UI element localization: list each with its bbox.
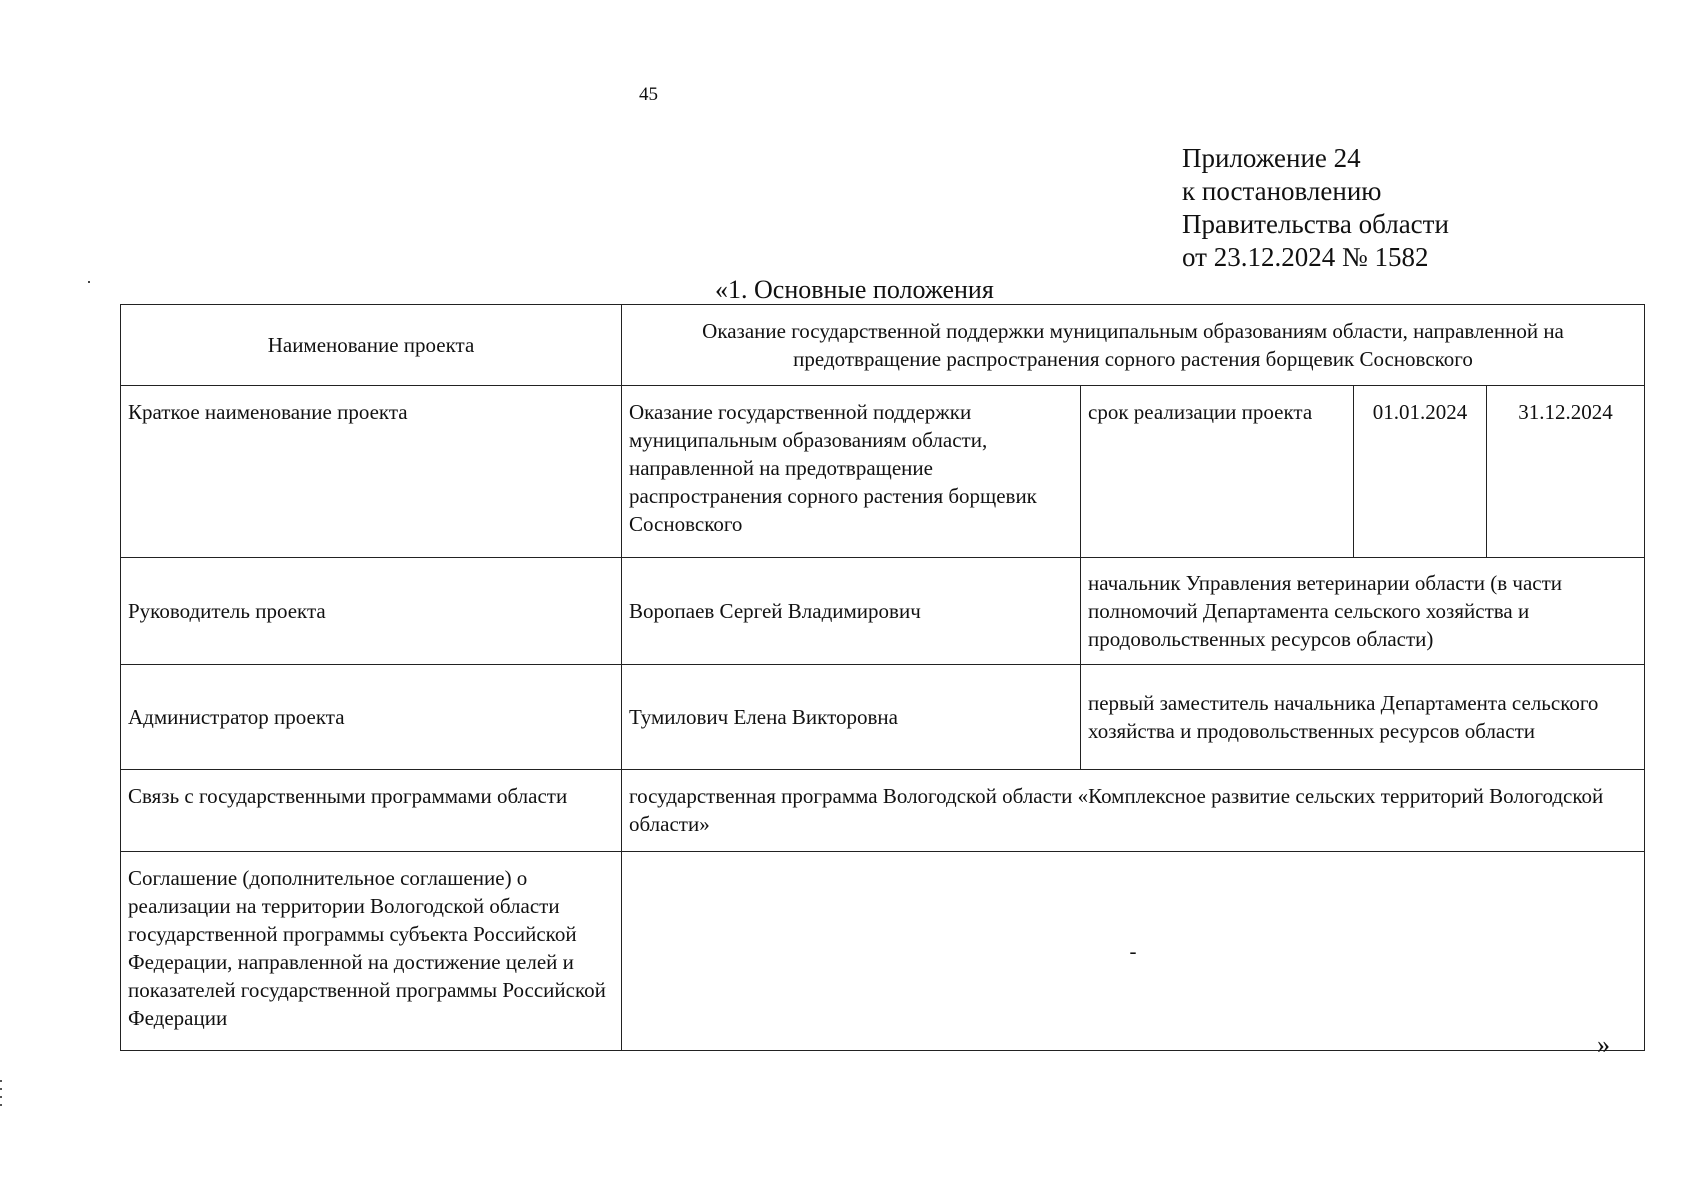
head-label: Руководитель проекта bbox=[121, 558, 622, 665]
term-label: срок реализации проекта bbox=[1081, 386, 1354, 558]
scan-dot bbox=[88, 281, 90, 283]
agreement-value: - bbox=[622, 852, 1645, 1051]
appendix-header bbox=[1182, 142, 1449, 274]
table-row-agreement bbox=[121, 852, 1645, 1051]
term-end: 31.12.2024 bbox=[1487, 386, 1645, 558]
project-table bbox=[120, 304, 1645, 1051]
short-name-label: Краткое наименование проекта bbox=[121, 386, 622, 558]
table-row-project-name bbox=[121, 305, 1645, 386]
admin-name: Тумилович Елена Викторовна bbox=[622, 665, 1081, 770]
programs-label: Связь с государственными программами области bbox=[121, 770, 622, 852]
closing-quote: » bbox=[1597, 1030, 1610, 1059]
admin-position: первый заместитель начальника Департамента сельского хозяйства и продовольственных ресурсов области bbox=[1081, 665, 1645, 770]
appendix-line-1: Приложение 24 bbox=[1182, 143, 1361, 173]
section-title: «1. Основные положения bbox=[715, 275, 994, 304]
short-name-value: Оказание государственной поддержки муниципальным образованиям области, направленной на предотвращение распространения сорного растения борщевик Сосновского bbox=[622, 386, 1081, 558]
project-name-label: Наименование проекта bbox=[121, 305, 622, 386]
table-row-head bbox=[121, 558, 1645, 665]
scan-mark bbox=[0, 1104, 2, 1106]
agreement-label: Соглашение (дополнительное соглашение) о реализации на территории Вологодской области государственной программы субъекта Российской Федерации, направленной на достижение целей и показателей государственной программы Российской Федерации bbox=[121, 852, 622, 1051]
head-name: Воропаев Сергей Владимирович bbox=[622, 558, 1081, 665]
project-name-value: Оказание государственной поддержки муниципальным образованиям области, направленной на предотвращение распространения сорного растения борщевик Сосновского bbox=[622, 305, 1645, 386]
appendix-line-3: Правительства области bbox=[1182, 209, 1449, 239]
table-row-programs bbox=[121, 770, 1645, 852]
scan-mark bbox=[0, 1080, 2, 1082]
scan-mark bbox=[0, 1088, 2, 1090]
appendix-line-2: к постановлению bbox=[1182, 176, 1382, 206]
table-row-admin bbox=[121, 665, 1645, 770]
term-start: 01.01.2024 bbox=[1354, 386, 1487, 558]
admin-label: Администратор проекта bbox=[121, 665, 622, 770]
head-position: начальник Управления ветеринарии области (в части полномочий Департамента сельского хозяйства и продовольственных ресурсов области) bbox=[1081, 558, 1645, 665]
scan-mark bbox=[0, 1096, 2, 1098]
table-row-short-name bbox=[121, 386, 1645, 558]
appendix-line-4: от 23.12.2024 № 1582 bbox=[1182, 242, 1429, 272]
programs-value: государственная программа Вологодской области «Комплексное развитие сельских территорий Вологодской области» bbox=[622, 770, 1645, 852]
page-number: 45 bbox=[639, 84, 658, 105]
